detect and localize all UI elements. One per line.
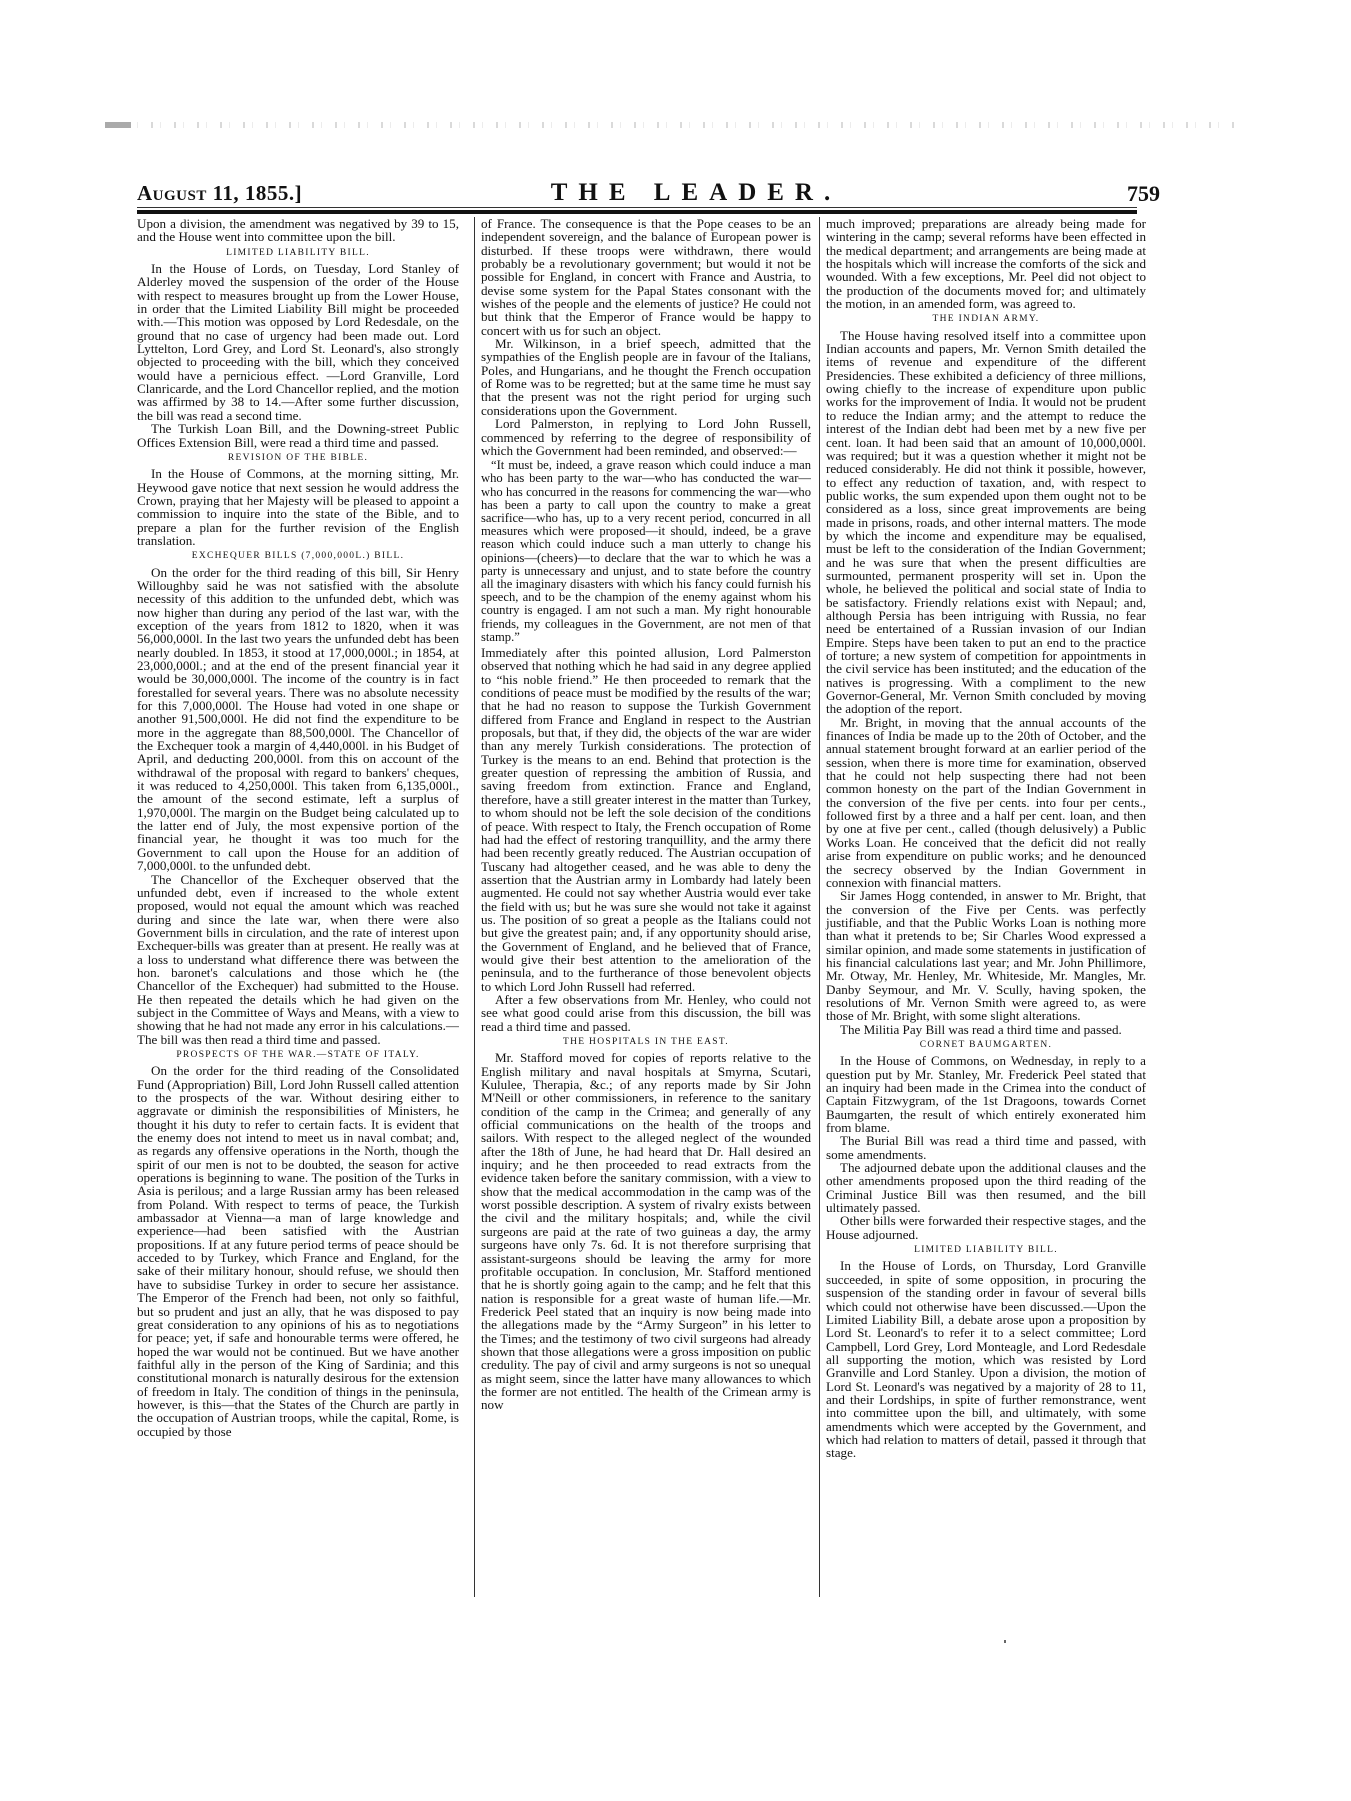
article-paragraph: The Chancellor of the Exchequer observed that the unfunded debt, even if increased to the whole extent proposed, would not equal the amount which was reached during and since the late war, when there were also Government bills in circulation, and the rate of interest upon Exchequer-bills was greater than at present. He really was at a loss to understand what difference there was between the hon. baronet's calculations and those which he (the Chancellor of the Exchequer) had submitted to the House. He then repeated the details which he had given on the subject in the Committee of Ways and Means, with a view to showing that he had not made any error in his calculations.—The bill was then read a third time and passed. — [137, 871, 459, 1047]
section-heading: CORNET BAUMGARTEN. — [919, 1039, 1053, 1050]
page-number: 759 — [1127, 181, 1160, 206]
article-paragraph: much improved; preparations are already being made for wintering in the camp; several reforms have been effected in the medical department; and arrangements are being made at the hospitals which will increase the comforts of the sick and wounded. With a few exceptions, Mr. Peel did not object to the production of the documents moved for; and ultimately the motion, in an amended form, was agreed to. — [826, 217, 1146, 312]
masthead-rule-thick — [137, 210, 1137, 214]
article-paragraph: On the order for the third reading of the Consolidated Fund (Appropriation) Bill, Lord John Russell called attention to the prospects of the war. Without desiring either to aggravate or diminish the responsibilities of Ministers, he thought it his duty to refer to certain facts. It is evident that the enemy does not intend to meet us in naval combat; and, as regards any offensive operations in the North, though the spirit of our men is not to be doubted, the season for active operations is beginning to wane. The position of the Turks in Asia is perilous; and a large Russian army has been released from Poland. With respect to terms of peace, the Turkish ambassador at Vienna—a man of large knowledge and experience—had been satisfied with the Austrian propositions. If at any future period terms of peace should be acceded to by Turkey, which France and England, for the sake of their military honour, should refuse, we should then have to subsidise Turkey in order to secure her assistance. The Emperor of the French had been, not only so faithful, but so prudent and just an ally, that he was disposed to pay great consideration to any opinions of his as to negotiations for peace; yet, if safe and honourable terms were offered, he hoped the war would not be continued. But we have another faithful ally in the person of the King of Sardinia; and this constitutional monarch is naturally desirous for the extension of freedom in Italy. The condition of things in the peninsula, however, is this—that the States of the Church are partly in the occupation of Austrian troops, while the capital, Rome, is occupied by those — [137, 1063, 459, 1439]
article-paragraph: On the order for the third reading of this bill, Sir Henry Willoughby said he was not satisfied with the absolute necessity of this addition to the unfunded debt, which was now higher than during any period of the last war, with the exception of the years from 1812 to 1820, when it was 56,000,000l. In the last two years the unfunded debt has been nearly doubled. In 1853, it stood at 17,000,000l.; in 1854, at 23,000,000l.; and at the end of the present financial year it would be 30,000,000l. The income of the country is in fact forestalled for several years. There was no absolute necessity for this 7,000,000l. The House had voted in one shape or another 91,500,000l. He did not find the expenditure to be more in the aggregate than 88,500,000l. The Chancellor of the Exchequer took a margin of 4,440,000l. in his Budget of April, and deducting 200,000l. from this on account of the withdrawal of the proposal with regard to bankers' cheques, it was reduced to 4,250,000l. This taken from 6,135,000l., the amount of the second estimate, left a surplus of 1,970,000l. The margin on the Budget being calculated up to the latter end of July, the most expensive portion of the financial year, he thought it was too much for the Government to call upon the House for an addition of 7,000,000l. to the unfunded debt. — [137, 564, 459, 874]
quote-block — [481, 459, 811, 644]
section-heading: THE HOSPITALS IN THE EAST. — [563, 1037, 729, 1047]
article-paragraph: The House having resolved itself into a committee upon Indian accounts and papers, Mr. Vernon Smith detailed the items of revenue and expenditure of the different Presidencies. These exhibited a deficiency of three millions, owing chiefly to the increase of expenditure upon public works for the improvement of India. It would not be prudent to reduce the Indian army; and the attempt to reduce the interest of the Indian debt had been met by a new five per cent. loan. It had been said that an amount of 10,000,000l. was required; but it was a question whether it might not be reduced considerably. He did not think it possible, however, to effect any reduction of taxation, and, with respect to public works, the sum expended upon them ought not to be considered as a loss, since great improvements are being made in prisons, roads, and other internal matters. The mode by which the income and expenditure may be equalised, must be left to the consideration of the Indian Government; and he was sure that when the present difficulties are surmounted, permanent prosperity will set in. Upon the whole, he believed the political and social state of India to be satisfactory. Friendly relations exist with Nepaul; and, although Persia has been intriguing with Russia, no fear need be entertained of a Russian invasion of our Indian Empire. Steps have been taken to put an end to the practice of torture; a new system of competition for appointments in the civil service has been instituted; and the education of the natives is progressing. With a compliment to the new Governor-General, Mr. Vernon Smith concluded by moving the adoption of the report. — [826, 327, 1146, 717]
scan-speck — [1004, 1640, 1006, 1643]
article-paragraph: In the House of Commons, on Wednesday, in reply to a question put by Mr. Stanley, Mr. Frederick Peel stated that an inquiry had been made in the Crimea into the conduct of Captain Fitzwygram, of the 1st Dragoons, towards Cornet Baumgarten, the result of which entirely exonerated him from blame. — [826, 1053, 1146, 1136]
article-paragraph: Lord Palmerston, in replying to Lord John Russell, commenced by referring to the degree of responsibility of which the Government had been reminded, and observed:— — [481, 416, 811, 458]
article-paragraph: Mr. Stafford moved for copies of reports relative to the English military and naval hospitals at Smyrna, Scutari, Kululee, Therapia, &c.; of any reports made by Sir John M'Neill or other commissioners, in reference to the sanitary condition of the camp in the Crimea; and generally of any official communications on the health of the troops and sailors. With respect to the alleged neglect of the wounded after the 18th of June, he had heard that Dr. Hall desired an inquiry; and he then proceeded to read extracts from the evidence taken before the sanitary commission, with a view to show that the medical accommodation in the camp was of the worst possible description. A system of rivalry exists between the civil and the military hospitals; and, while the civil surgeons are paid at the rate of two guineas a day, the army surgeons have only 7s. 6d. It is not therefore surprising that assistant-surgeons should be leaving the army for more profitable occupation. In conclusion, Mr. Stafford mentioned that he is shortly going again to the camp; and he felt that this nation is responsible for a great waste of human life.—Mr. Frederick Peel stated that an inquiry is now being made into the allegations made by the “Army Surgeon” in his letter to the Times; and the testimony of two civil surgeons had already shown that those allegations were a gross imposition on public credulity. The pay of civil and army surgeons is not so unequal as might seem, since the latter have many allowances to which the former are not entitled. The health of the Crimean army is now — [481, 1050, 811, 1413]
article-paragraph: Other bills were forwarded their respective stages, and the House adjourned. — [826, 1213, 1146, 1242]
article-paragraph: In the House of Lords, on Thursday, Lord Granville succeeded, in spite of some opposition, in procuring the suspension of the standing order in favour of several bills which could not otherwise have been discussed.—Upon the Limited Liability Bill, a debate arose upon a proposition by Lord St. Leonard's to refer it to a select committee; Lord Campbell, Lord Grey, Lord Monteagle, and Lord Redesdale all supporting the motion, which was resisted by Lord Granville and Lord Stanley. Upon a division, the motion of Lord St. Leonard's was negatived by a majority of 28 to 11, and their Lordships, in spite of further remonstrance, went into committee upon the bill, and ultimately, with some amendments which were accepted by the Government, and which had relation to matters of detail, passed it through that stage. — [826, 1258, 1146, 1461]
article-columns — [137, 217, 1146, 1597]
article-paragraph: Mr. Bright, in moving that the annual accounts of the finances of India be made up to the 20th of October, and the annual statement brought forward at an earlier period of the session, when there is more time for examination, observed that he could not help suspecting there had not been common honesty on the part of the Indian Government in the conversion of the five per cents. into four per cents., followed first by a three and a half per cent. loan, and then by one at five per cent., called (though delusively) a Public Works Loan. He conceived that the deficit did not really arise from expenditure on public works; and he denounced the secrecy observed by the Indian Government in connexion with financial matters. — [826, 714, 1146, 890]
article-paragraph: Immediately after this pointed allusion, Lord Palmerston observed that nothing which he had said in any degree applied to “his noble friend.” He then proceeded to remark that the conditions of peace must be modified by the results of the war; that he had no reason to suppose the Turkish Government differed from France and England in respect to the Austrian proposals, but that, if they did, the objects of the war are wider than any merely Turkish considerations. The protection of Turkey is the means to an end. Behind that protection is the greater question of repressing the ambition of Russia, and saving freedom from extinction. France and England, therefore, have a still greater interest in the matter than Turkey, to whom should not be left the sole decision of the conditions of peace. With respect to Italy, the French occupation of Rome had had the effect of restoring tranquillity, and the army there had been recently greatly reduced. The Austrian occupation of Tuscany had altogether ceased, and he was able to deny the assertion that the Austrian army in Lombardy had lately been augmented. He could not say whether Austria would ever take the field with us; but he was sure she would not take it against us. The position of so great a people as the Italians could not but give the greatest pain; and, if any opportunity should arise, the Government of England, and he believed that of France, would give their best attention to the amelioration of the peninsula, and to the furtherance of those benevolent objects to which Lord John Russell had referred. — [481, 645, 811, 994]
section-heading: REVISION OF THE BIBLE. — [227, 452, 369, 463]
masthead — [137, 181, 1255, 207]
scan-artifact-strip — [105, 122, 1235, 128]
newspaper-title: THE LEADER. — [550, 179, 842, 206]
article-paragraph: After a few observations from Mr. Henley, who could not see what good could arise from this discussion, the bill was read a third time and passed. — [481, 991, 811, 1034]
article-paragraph: of France. The consequence is that the Pope ceases to be an independent sovereign, and the balance of European power is disturbed. If these troops were withdrawn, there would probably be a revolutionary government; but would it not be possible for England, in concert with France and Austria, to devise some system for the Papal States consonant with the wishes of the people and the elements of justice? He could not but think that the Emperor of France would be happy to concert with us for such an object. — [481, 217, 811, 338]
article-paragraph: The adjourned debate upon the additional clauses and the other amendments proposed upon the third reading of the Criminal Justice Bill was then resumed, and the bill ultimately passed. — [826, 1160, 1146, 1216]
column-1 — [137, 217, 459, 1597]
article-paragraph: Upon a division, the amendment was negatived by 39 to 15, and the House went into committee upon the bill. — [137, 217, 459, 245]
article-paragraph: Mr. Wilkinson, in a brief speech, admitted that the sympathies of the English people are in favour of the Italians, Poles, and Hungarians, and he thought the French occupation of Rome was to be regretted; but at the same time he must say that the present was not the right period for urging such considerations upon the Government. — [481, 336, 811, 418]
issue-date: August 11, 1855.] — [137, 181, 303, 205]
article-paragraph: The Turkish Loan Bill, and the Downing-street Public Offices Extension Bill, were read a third time and passed. — [137, 421, 459, 450]
article-paragraph: In the House of Commons, at the morning sitting, Mr. Heywood gave notice that next session he would address the Crown, praying that her Majesty will be pleased to appoint a commission to inquire into the state of the Bible, and to prepare a plan for the further revision of the English translation. — [137, 466, 459, 548]
section-heading: LIMITED LIABILITY BILL. — [914, 1245, 1058, 1256]
article-paragraph: The Militia Pay Bill was read a third time and passed. — [840, 1021, 1122, 1037]
section-heading: THE INDIAN ARMY. — [932, 314, 1040, 325]
section-heading: EXCHEQUER BILLS (7,000,000L.) BILL. — [191, 551, 405, 562]
section-heading: LIMITED LIABILITY BILL. — [226, 247, 370, 258]
masthead-rule-thin — [137, 207, 1137, 208]
section-heading: PROSPECTS OF THE WAR.—STATE OF ITALY. — [176, 1049, 420, 1060]
column-2 — [474, 217, 811, 1597]
article-paragraph: In the House of Lords, on Tuesday, Lord Stanley of Alderley moved the suspension of the order of the House with respect to measures brought up from the Lower House, in order that the Limited Liability Bill might be proceeded with.—This motion was opposed by Lord Redesdale, on the ground that no case of urgency had been made out. Lord Lyttelton, Lord Grey, and Lord St. Leonard's, also strongly objected to proceeding with the bill, which they conceived would have a pernicious effect. —Lord Granville, Lord Clanricarde, and the Lord Chancellor replied, and the motion was affirmed by 38 to 14.—After some further discussion, the bill was read a second time. — [137, 261, 459, 423]
column-3 — [819, 217, 1146, 1597]
quoted-speech: “It must be, indeed, a grave reason which could induce a man who has been party to the war—who has conducted the war—who has concurred in the reasons for commencing the war—who has been a party to call upon the country to make a great sacrifice—who has, up to a very recent period, concurred in all measures which were proposed—it should, indeed, be a grave reason which could induce such a man utterly to change his opinions—(cheers)—to declare that the war to which he was a party is unnecessary and unjust, and to state before the country all the imaginary disasters with which his fancy could furnish his speech, and to be the champion of the enemy against whom his country is engaged. I am not such a man. My right honourable friends, my colleagues in the Government, are not men of that stamp.” — [481, 458, 811, 644]
article-paragraph: Sir James Hogg contended, in answer to Mr. Bright, that the conversion of the Five per Cents. was perfectly justifiable, and that the Public Works Loan is nothing more than what it pretends to be; Sir Charles Wood expressed a similar opinion, and made some statements in justification of his financial calculations last year; and Mr. John Phillimore, Mr. Otway, Mr. Henley, Mr. Whiteside, Mr. Mangles, Mr. Danby Seymour, and Mr. V. Scully, having spoken, the resolutions of Mr. Vernon Smith were agreed to, as were those of Mr. Bright, with some slight alterations. — [826, 888, 1146, 1024]
article-paragraph: The Burial Bill was read a third time and passed, with some amendments. — [826, 1133, 1146, 1162]
